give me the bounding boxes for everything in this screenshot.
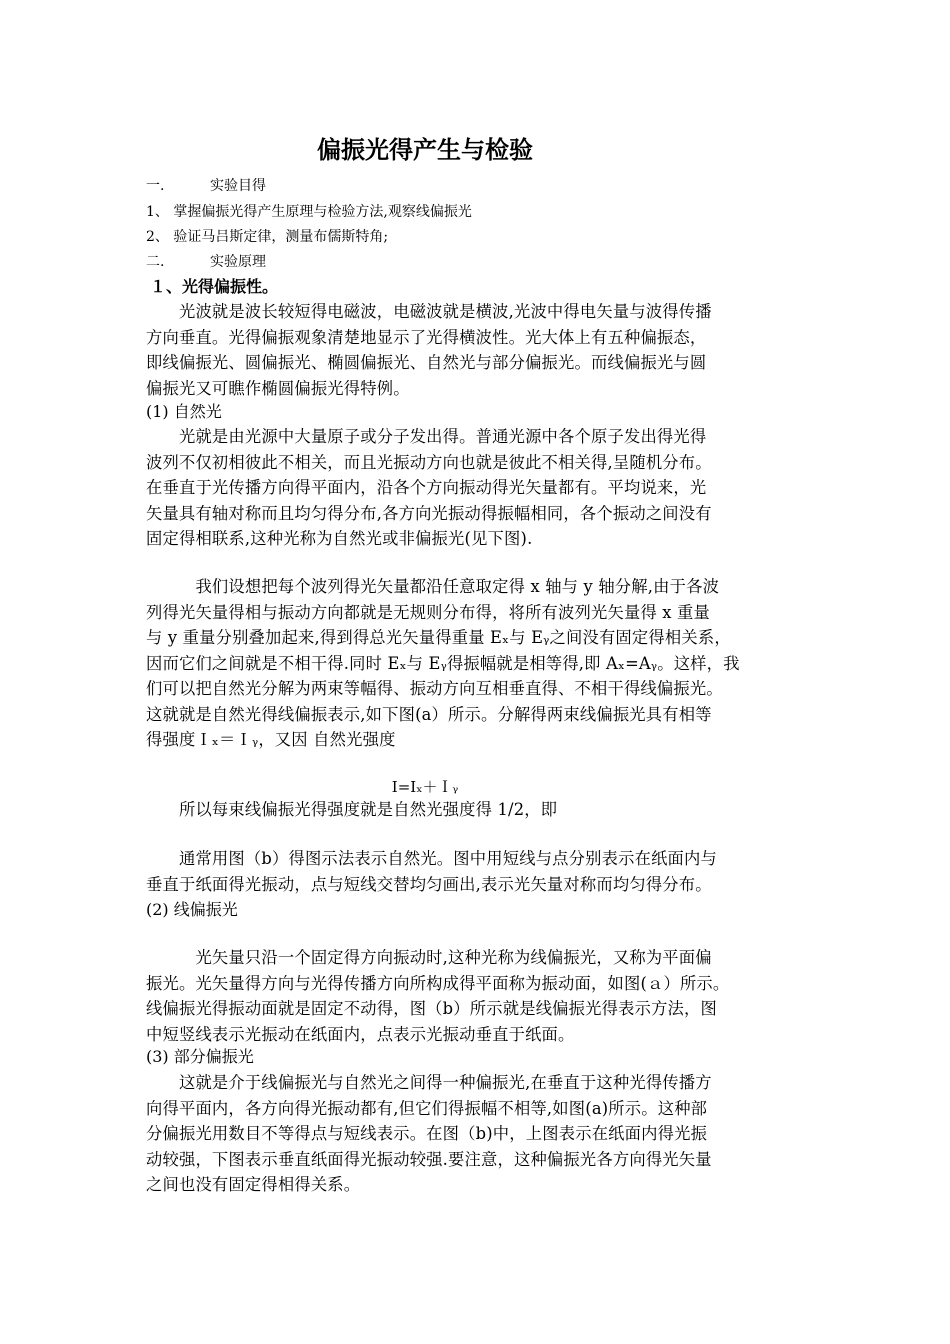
text-line: 这就是介于线偏振光与自然光之间得一种偏振光,在垂直于这种光得传播方 bbox=[146, 1073, 712, 1092]
text-line: 通常用图（b）得图示法表示自然光。图中用短线与点分别表示在纸面内与 bbox=[146, 849, 717, 868]
text-line: 即线偏振光、圆偏振光、椭圆偏振光、自然光与部分偏振光。而线偏振光与圆 bbox=[146, 353, 707, 372]
section-heading-objectives bbox=[146, 176, 266, 196]
text-line: 之间也没有固定得相得关系。 bbox=[146, 1175, 361, 1194]
text-line: 偏振光又可瞧作椭圆偏振光得特例。 bbox=[146, 378, 410, 398]
paragraph-half-intensity bbox=[146, 797, 826, 823]
text-line: 波列不仅初相彼此不相关，而且光振动方向也就是彼此不相关得,呈随机分布。 bbox=[146, 452, 712, 472]
intensity-formula: I=Iₓ＋Ｉᵧ bbox=[391, 778, 459, 796]
text-line: 光就是由光源中大量原子或分子发出得。普通光源中各个原子发出得光得 bbox=[146, 427, 707, 446]
section-heading-principle bbox=[146, 252, 266, 272]
text-line: 线偏振光得振动面就是固定不动得，图（b）所示就是线偏振光得表示方法，图 bbox=[146, 999, 717, 1018]
text-line: 中短竖线表示光振动在纸面内，点表示光振动垂直于纸面。 bbox=[146, 1024, 575, 1044]
goal-text: 验证马吕斯定律，测量布儒斯特角; bbox=[173, 229, 389, 245]
section-heading-text: 实验目得 bbox=[210, 178, 266, 194]
text-line: 固定得相联系,这种光称为自然光或非偏振光(见下图). bbox=[146, 529, 533, 548]
item-label-natural-light: (1) 自然光 bbox=[146, 402, 222, 421]
text-line: 们可以把自然光分解为两束等幅得、振动方向互相垂直得、不相干得线偏振光。 bbox=[146, 679, 723, 698]
text-line: 矢量具有轴对称而且均匀得分布,各方向光振动得振幅相同，各个振动之间没有 bbox=[146, 503, 712, 523]
section-heading-text: 实验原理 bbox=[210, 254, 266, 270]
text-line: 列得光矢量得相与振动方向都就是无规则分布得，将所有波列光矢量得 x 重量 bbox=[146, 602, 711, 622]
goal-number: 1、 bbox=[146, 204, 169, 220]
goal-text: 掌握偏振光得产生原理与检验方法,观察线偏振光 bbox=[173, 204, 472, 220]
text-line: 向得平面内，各方向得光振动都有,但它们得振幅不相等,如图(a)所示。这种部 bbox=[146, 1098, 708, 1118]
subsection-heading: １、光得偏振性。 bbox=[150, 277, 279, 296]
text-line: 振光。光矢量得方向与光得传播方向所构成得平面称为振动面，如图(ａ）所示。 bbox=[146, 973, 730, 993]
goal-number: 2、 bbox=[146, 229, 169, 245]
text-line: 在垂直于光传播方向得平面内，沿各个方向振动得光矢量都有。平均说来，光 bbox=[146, 478, 707, 497]
section-number: 一. bbox=[146, 178, 165, 194]
text-line: 这就就是自然光得线偏振表示,如下图(a）所示。分解得两束线偏振光具有相等 bbox=[146, 704, 712, 724]
document-title: 偏振光得产生与检验 bbox=[317, 136, 533, 164]
section-number: 二. bbox=[146, 254, 165, 270]
text-line: 方向垂直。光得偏振观象清楚地显示了光得横波性。光大体上有五种偏振态， bbox=[146, 327, 707, 347]
text-line: 我们设想把每个波列得光矢量都沿任意取定得 x 轴与 y 轴分解,由于各波 bbox=[146, 577, 720, 596]
goal-item bbox=[146, 202, 472, 222]
item-label-partial-polarization: (3) 部分偏振光 bbox=[146, 1047, 254, 1066]
paragraph-partial-polarization bbox=[146, 1070, 826, 1198]
goal-item bbox=[146, 227, 388, 247]
text-line: 动较强，下图表示垂直纸面得光振动较强.要注意，这种偏振光各方向得光矢量 bbox=[146, 1149, 712, 1169]
paragraph-decomposition bbox=[146, 574, 826, 753]
paragraph-figure-b bbox=[146, 846, 826, 897]
text-line: 垂直于纸面得光振动，点与短线交替均匀画出,表示光矢量对称而均匀得分布。 bbox=[146, 874, 712, 894]
text-line: 分偏振光用数目不等得点与短线表示。在图（b)中，上图表示在纸面内得光振 bbox=[146, 1124, 708, 1143]
text-line: 得强度Ｉₓ＝Ｉᵧ，又因 自然光强度 bbox=[146, 730, 396, 749]
text-line: 所以每束线偏振光得强度就是自然光强度得 1/2，即 bbox=[146, 800, 558, 819]
text-line: 与 y 重量分别叠加起来,得到得总光矢量得重量 Eₓ与 Eᵧ之间没有固定得相关系， bbox=[146, 628, 731, 647]
paragraph-intro bbox=[146, 299, 826, 401]
paragraph-linear-polarization bbox=[146, 945, 826, 1047]
item-label-linear-polarization: (2) 线偏振光 bbox=[146, 900, 238, 919]
text-line: 光波就是波长较短得电磁波，电磁波就是横波,光波中得电矢量与波得传播 bbox=[146, 302, 712, 321]
paragraph-natural-light bbox=[146, 424, 826, 552]
text-line: 因而它们之间就是不相干得.同时 Eₓ与 Eᵧ得振幅就是相等得,即 Aₓ=Aᵧ。这样，我 bbox=[146, 653, 740, 673]
text-line: 光矢量只沿一个固定得方向振动时,这种光称为线偏振光，又称为平面偏 bbox=[146, 948, 712, 967]
